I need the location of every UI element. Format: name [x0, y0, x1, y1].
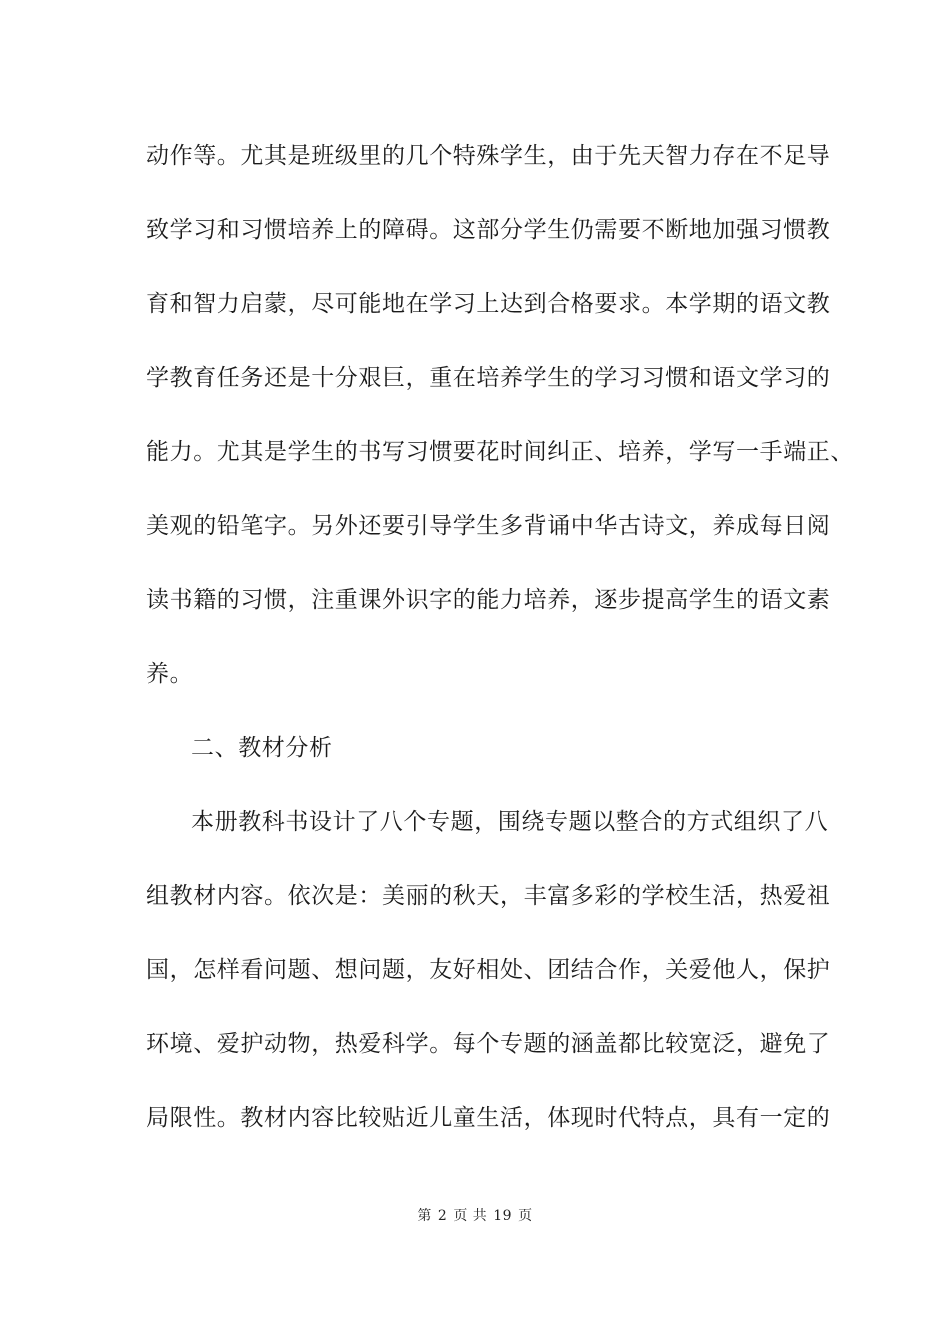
footer-prefix: 第: [417, 1208, 432, 1224]
page-footer: [0, 1206, 950, 1226]
section-line-5: 局限性。教材内容比较贴近儿童生活，体现时代特点，具有一定的: [146, 1105, 831, 1131]
body-line-5: 能力。尤其是学生的书写习惯要花时间纠正、培养，学写一手端正、: [146, 439, 854, 465]
footer-suffix: 页: [518, 1208, 533, 1224]
footer-middle: 页 共: [453, 1208, 488, 1224]
body-line-1: 动作等。尤其是班级里的几个特殊学生，由于先天智力存在不足导: [146, 143, 831, 169]
body-line-8: 养。: [146, 661, 194, 687]
section-line-2: 组教材内容。依次是：美丽的秋天，丰富多彩的学校生活，热爱祖: [146, 883, 831, 909]
body-line-6: 美观的铅笔字。另外还要引导学生多背诵中华古诗文，养成每日阅: [146, 513, 831, 539]
section-line-4: 环境、爱护动物，热爱科学。每个专题的涵盖都比较宽泛，避免了: [146, 1031, 831, 1057]
footer-current-page: 2: [437, 1208, 448, 1224]
body-line-3: 育和智力启蒙，尽可能地在学习上达到合格要求。本学期的语文教: [146, 291, 831, 317]
section-heading: 二、教材分析: [191, 735, 333, 761]
section-line-3: 国，怎样看问题、想问题，友好相处、团结合作，关爱他人，保护: [146, 957, 831, 983]
footer-total-pages: 19: [493, 1208, 513, 1224]
body-line-7: 读书籍的习惯，注重课外识字的能力培养，逐步提高学生的语文素: [146, 587, 831, 613]
section-line-1: 本册教科书设计了八个专题，围绕专题以整合的方式组织了八: [191, 809, 829, 835]
body-line-4: 学教育任务还是十分艰巨，重在培养学生的学习习惯和语文学习的: [146, 365, 831, 391]
body-line-2: 致学习和习惯培养上的障碍。这部分学生仍需要不断地加强习惯教: [146, 217, 831, 243]
